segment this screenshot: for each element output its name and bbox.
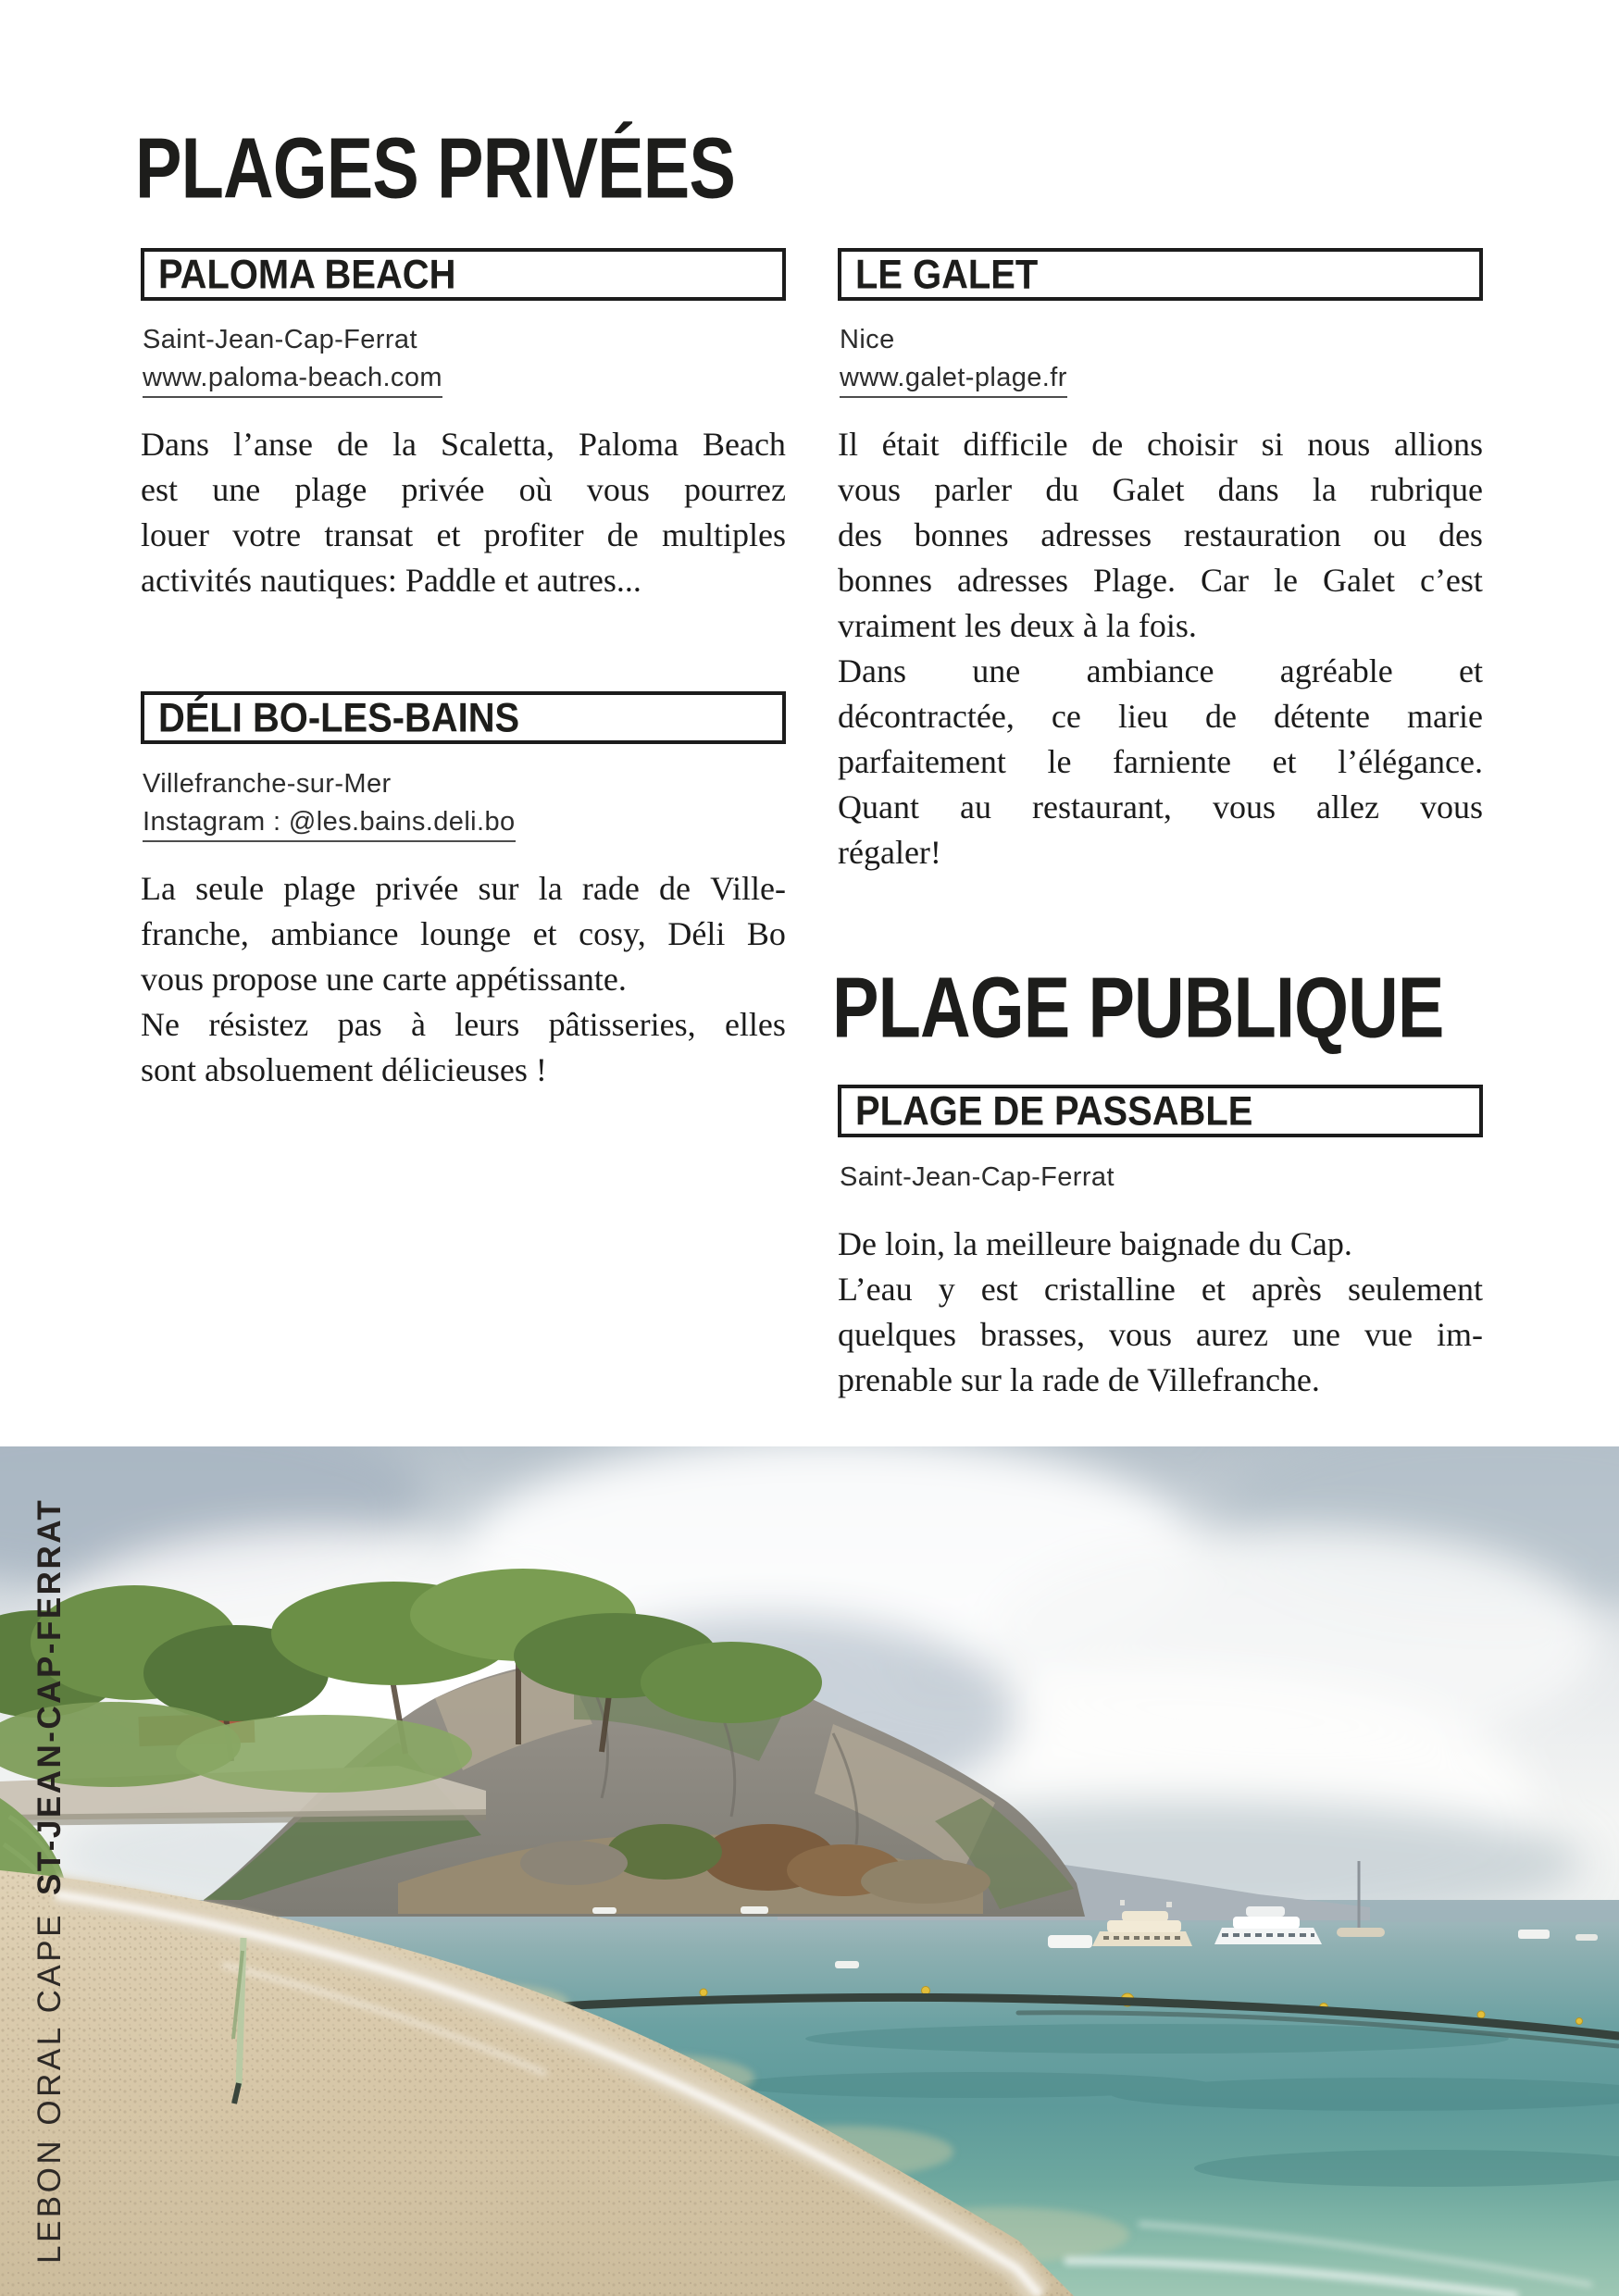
body-line: Dans l’anse de la Scaletta, Paloma Beach bbox=[141, 426, 786, 463]
entry-heading-box-passable bbox=[838, 1085, 1483, 1137]
body-line: quelques brasses, vous aurez une vue im- bbox=[838, 1316, 1483, 1353]
entry-link-galet[interactable]: www.galet-plage.fr bbox=[840, 362, 1067, 398]
entry-body-galet bbox=[838, 422, 1483, 875]
entry-body-paloma bbox=[141, 422, 786, 603]
beach-photo bbox=[0, 1446, 1619, 2296]
vertical-sidebar-caption bbox=[31, 1498, 68, 2264]
body-line: vraiment les deux à la fois. bbox=[838, 607, 1197, 644]
body-line: prenable sur la rade de Villefranche. bbox=[838, 1361, 1320, 1398]
entry-heading-paloma: PALOMA BEACH bbox=[158, 251, 456, 297]
body-line: louer votre transat et profiter de multiples bbox=[141, 516, 786, 553]
body-line: Dans une ambiance agréable et bbox=[838, 652, 1483, 689]
body-line: La seule plage privée sur la rade de Ville- bbox=[141, 870, 786, 907]
entry-heading-delibo: DÉLI BO-LES-BAINS bbox=[158, 694, 520, 740]
entry-body-passable bbox=[838, 1222, 1483, 1403]
body-line: franche, ambiance lounge et cosy, Déli Bo bbox=[141, 915, 786, 952]
body-line: Ne résistez pas à leurs pâtisseries, elles bbox=[141, 1006, 786, 1043]
entry-location-paloma: Saint-Jean-Cap-Ferrat bbox=[143, 325, 417, 354]
body-line: vous propose une carte appétissante. bbox=[141, 961, 627, 998]
body-line: des bonnes adresses restauration ou des bbox=[838, 516, 1483, 553]
entry-heading-box-paloma bbox=[141, 248, 786, 301]
body-line: décontractée, ce lieu de détente marie bbox=[838, 698, 1483, 735]
body-line: régaler! bbox=[838, 834, 941, 871]
vertical-caption-light: LEBON ORAL CAPE bbox=[31, 1912, 68, 2264]
body-line: vous parler du Galet dans la rubrique bbox=[838, 471, 1483, 508]
entry-heading-galet: LE GALET bbox=[855, 251, 1039, 297]
entry-heading-box-delibo bbox=[141, 691, 786, 744]
entry-location-delibo: Villefranche-sur-Mer bbox=[143, 769, 392, 799]
entry-location-passable: Saint-Jean-Cap-Ferrat bbox=[840, 1162, 1115, 1192]
body-line: parfaitement le farniente et l’élégance. bbox=[838, 743, 1483, 780]
entry-link-delibo[interactable]: Instagram : @les.bains.deli.bo bbox=[143, 806, 516, 842]
entry-body-delibo bbox=[141, 866, 786, 1093]
body-line: De loin, la meilleure baignade du Cap. bbox=[838, 1225, 1352, 1262]
body-line: activités nautiques: Paddle et autres... bbox=[141, 562, 641, 599]
body-line: Il était difficile de choisir si nous allions bbox=[838, 426, 1483, 463]
entry-location-galet: Nice bbox=[840, 325, 895, 354]
entry-heading-passable: PLAGE DE PASSABLE bbox=[855, 1087, 1253, 1134]
body-line: L’eau y est cristalline et après seulement bbox=[838, 1271, 1483, 1308]
entry-link-paloma[interactable]: www.paloma-beach.com bbox=[143, 362, 442, 398]
section-title-plage-publique: PLAGE PUBLIQUE bbox=[832, 960, 1444, 1056]
body-line: bonnes adresses Plage. Car le Galet c’est bbox=[838, 562, 1483, 599]
vertical-caption-bold: ST-JEAN-CAP-FERRAT bbox=[31, 1497, 68, 1896]
section-title-plages-privees: PLAGES PRIVÉES bbox=[135, 120, 735, 217]
entry-heading-box-galet bbox=[838, 248, 1483, 301]
body-line: est une plage privée où vous pourrez bbox=[141, 471, 786, 508]
body-line: sont absoluement délicieuses ! bbox=[141, 1051, 547, 1088]
body-line: Quant au restaurant, vous allez vous bbox=[838, 788, 1483, 825]
